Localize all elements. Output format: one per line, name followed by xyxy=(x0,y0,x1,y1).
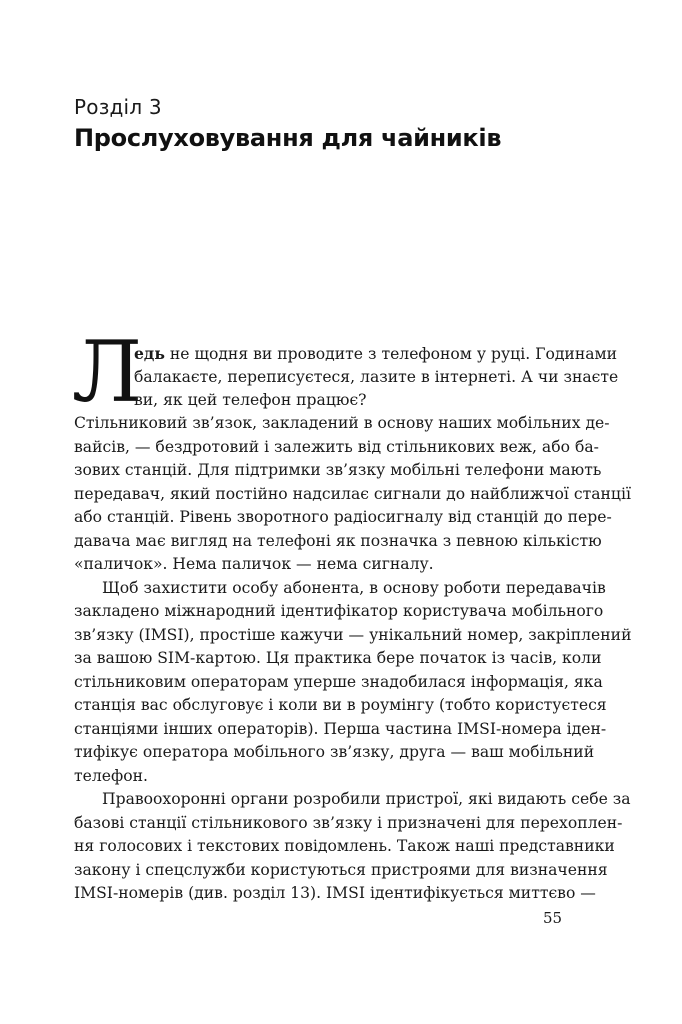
text-line: «паличок». Нема паличок — нема сигналу. xyxy=(74,555,434,573)
first-line-rest: не щодня ви проводите з телефоном у руці. Годинами xyxy=(164,345,618,363)
text-line: Правоохоронні органи розробили пристрої, які видають себе за xyxy=(102,790,631,808)
text-line: Щоб захистити особу абонента, в основу роботи передавачів xyxy=(102,578,606,597)
text-line: телефон. xyxy=(74,766,148,785)
text-line: ня голосових і текстових повідомлень. Також наші представники xyxy=(74,837,615,855)
chapter-title: Прослуховування для чайників xyxy=(74,124,502,152)
text-line: закладено міжнародний ідентифікатор користувача мобільного xyxy=(74,602,604,620)
text-line: стільниковим операторам уперше знадобилася інформація, яка xyxy=(74,672,603,691)
text-line: або станцій. Рівень зворотного радіосигналу від станцій до пере- xyxy=(74,508,612,526)
paragraph-3 xyxy=(74,788,631,906)
text-line: базові станції стільникового зв’язку і призначені для перехоплен- xyxy=(74,813,623,832)
text-line: ви, як цей телефон працює? xyxy=(134,391,367,409)
text-line: за вашою SIM-картою. Ця практика бере початок із часів, коли xyxy=(74,649,602,667)
text-line: станція вас обслуговує і коли ви в роумінгу (тобто користуєтеся xyxy=(74,696,607,714)
text-line: тифікує оператора мобільного зв’язку, друга — ваш мобільний xyxy=(74,743,595,761)
paragraph-1 xyxy=(74,412,631,577)
paragraph-2 xyxy=(74,577,632,789)
text-line: Стільниковий зв’язок, закладений в основу наших мобільних де- xyxy=(74,414,610,432)
text-line: давача має вигляд на телефоні як позначка з певною кількістю xyxy=(74,531,602,550)
text-line: передавач, який постійно надсилає сигнали до найближчої станції xyxy=(74,484,631,503)
lead-word: едь xyxy=(134,344,165,363)
text-line: зових станцій. Для підтримки зв’язку мобільні телефони мають xyxy=(74,461,602,479)
text-line: станціями інших операторів). Перша частина IMSI-номера іден- xyxy=(74,719,607,738)
text-line: вайсів, — бездротовий і залежить від стільникових веж, або ба- xyxy=(74,437,599,456)
chapter-label: Розділ 3 xyxy=(74,95,162,119)
text-line: балакаєте, переписуєтеся, лазите в інтернеті. А чи знаєте xyxy=(134,367,619,386)
page-number: 55 xyxy=(543,909,563,927)
text-line: зв’язку (IMSI), простіше кажучи — унікальний номер, закріплений xyxy=(74,625,632,644)
text-line: IMSI-номерів (див. розділ 13). IMSI ідентифікується миттєво — xyxy=(74,884,596,902)
text-line: закону і спецслужби користуються пристроями для визначення xyxy=(74,860,608,879)
drop-cap-letter: Л xyxy=(72,323,143,421)
opening-lines xyxy=(134,342,619,413)
text-line xyxy=(134,342,618,366)
